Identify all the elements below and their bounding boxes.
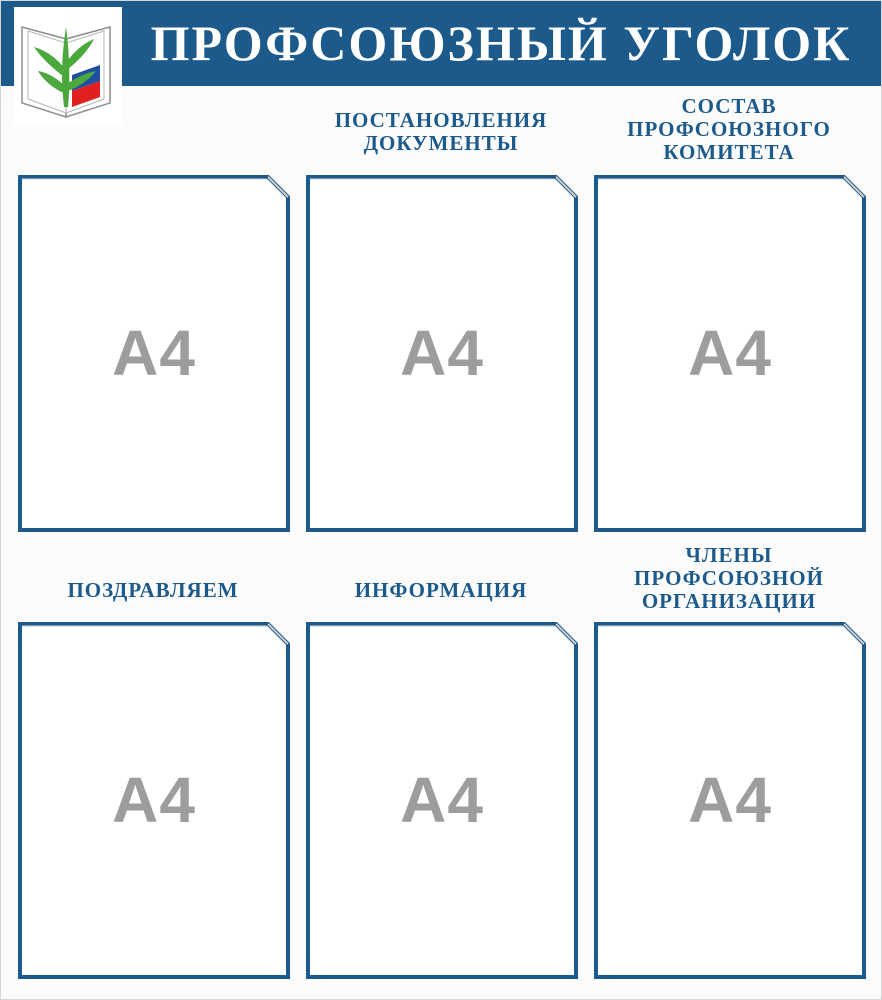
pocket-a4-label: A4 bbox=[400, 764, 484, 836]
trade-union-logo-icon bbox=[14, 7, 122, 125]
section-label-line: ДОКУМЕНТЫ bbox=[363, 131, 519, 155]
pocket-a4-label: A4 bbox=[112, 317, 196, 389]
section-label-line: ПРОФСОЮЗНОГО bbox=[627, 117, 831, 141]
a4-pocket bbox=[18, 175, 290, 532]
a4-pocket bbox=[594, 175, 866, 532]
section-label-line: ОРГАНИЗАЦИИ bbox=[641, 589, 817, 613]
section-label-line: СОСТАВ bbox=[681, 94, 777, 118]
section-label-line: ЧЛЕНЫ bbox=[685, 543, 773, 567]
section-label-line: КОМИТЕТА bbox=[663, 140, 795, 164]
pocket-a4-label: A4 bbox=[688, 764, 772, 836]
pocket-a4-label: A4 bbox=[112, 764, 196, 836]
a4-pocket bbox=[594, 622, 866, 979]
section-label-line: ИНФОРМАЦИЯ bbox=[354, 578, 528, 602]
a4-pocket bbox=[306, 622, 578, 979]
section-label-committee bbox=[589, 95, 869, 164]
section-label-documents bbox=[301, 109, 581, 155]
a4-pocket bbox=[306, 175, 578, 532]
section-label-members bbox=[589, 544, 869, 613]
section-label-congratulations bbox=[13, 579, 293, 602]
pocket-a4-label: A4 bbox=[400, 317, 484, 389]
header-title: ПРОФСОЮЗНЫЙ УГОЛОК bbox=[150, 15, 852, 71]
a4-pocket bbox=[18, 622, 290, 979]
pocket-a4-label: A4 bbox=[688, 317, 772, 389]
section-label-line: ПРОФСОЮЗНОЙ bbox=[634, 566, 824, 590]
section-label-line: ПОСТАНОВЛЕНИЯ bbox=[334, 108, 548, 132]
section-label-line: ПОЗДРАВЛЯЕМ bbox=[67, 578, 239, 602]
section-label-information bbox=[301, 579, 581, 602]
header-bar bbox=[1, 1, 881, 86]
